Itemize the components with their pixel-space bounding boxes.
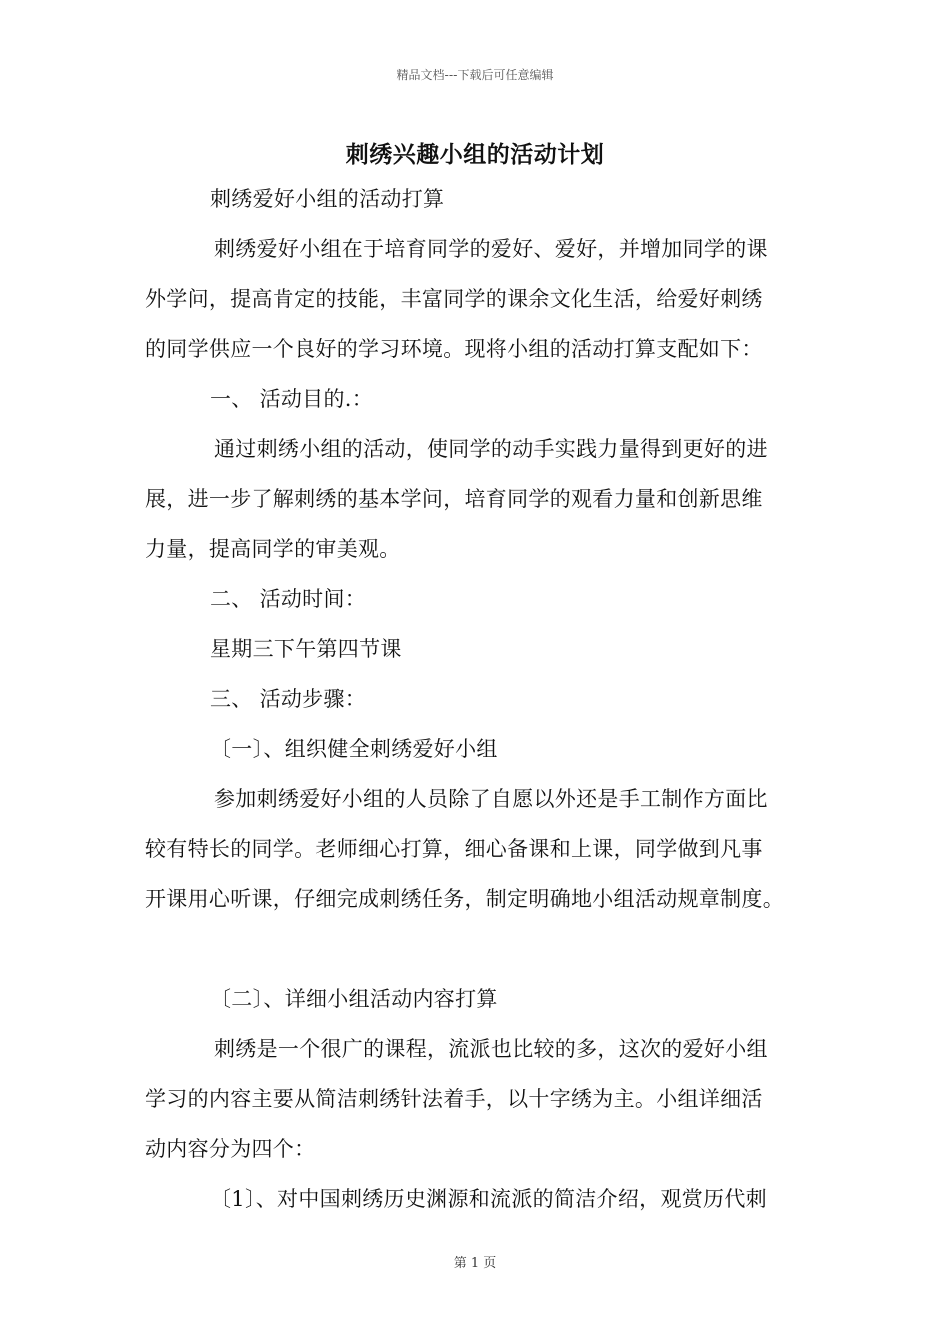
paragraph-line: 通过刺绣小组的活动，使同学的动手实践力量得到更好的进	[214, 437, 768, 461]
paragraph-line: 较有特长的同学。老师细心打算，细心备课和上课，同学做到凡事	[145, 837, 763, 861]
page-footer: 第 1 页	[453, 1256, 497, 1271]
paragraph-line: 刺绣是一个很广的课程，流派也比较的多，这次的爱好小组	[214, 1037, 768, 1061]
paragraph-line: 力量，提高同学的审美观。	[145, 537, 401, 561]
paragraph-line: 展，进一步了解刺绣的基本学问，培育同学的观看力量和创新思维	[145, 487, 763, 511]
document-title: 刺绣兴趣小组的活动计划	[345, 142, 605, 168]
subsection-heading: 〔一〕、组织健全刺绣爱好小组	[210, 737, 498, 761]
subtitle-line: 刺绣爱好小组的活动打算	[210, 187, 445, 211]
paragraph-line: 星期三下午第四节课	[210, 637, 402, 661]
paragraph-line: 参加刺绣爱好小组的人员除了自愿以外还是手工制作方面比	[214, 787, 768, 811]
paragraph-line: 〔1〕、对中国刺绣历史渊源和流派的简洁介绍，观赏历代刺	[210, 1187, 767, 1211]
section-heading: 三、 活动步骤：	[210, 687, 367, 711]
paragraph-line: 外学问，提高肯定的技能，丰富同学的课余文化生活，给爱好刺绣	[145, 287, 763, 311]
paragraph-line: 开课用心听课，仔细完成刺绣任务，制定明确地小组活动规章制度。	[145, 887, 784, 911]
subsection-heading: 〔二〕、详细小组活动内容打算	[210, 987, 498, 1011]
page-header: 精品文档---下载后可任意编辑	[396, 68, 554, 82]
section-heading: 二、 活动时间：	[210, 587, 367, 611]
paragraph-line: 动内容分为四个：	[145, 1137, 316, 1161]
paragraph-line: 的同学供应一个良好的学习环境。现将小组的活动打算支配如下：	[145, 337, 763, 361]
paragraph-line: 学习的内容主要从简洁刺绣针法着手，以十字绣为主。小组详细活	[145, 1087, 763, 1111]
paragraph-line: 刺绣爱好小组在于培育同学的爱好、爱好，并增加同学的课	[214, 237, 768, 261]
section-heading: 一、 活动目的.：	[210, 387, 374, 411]
